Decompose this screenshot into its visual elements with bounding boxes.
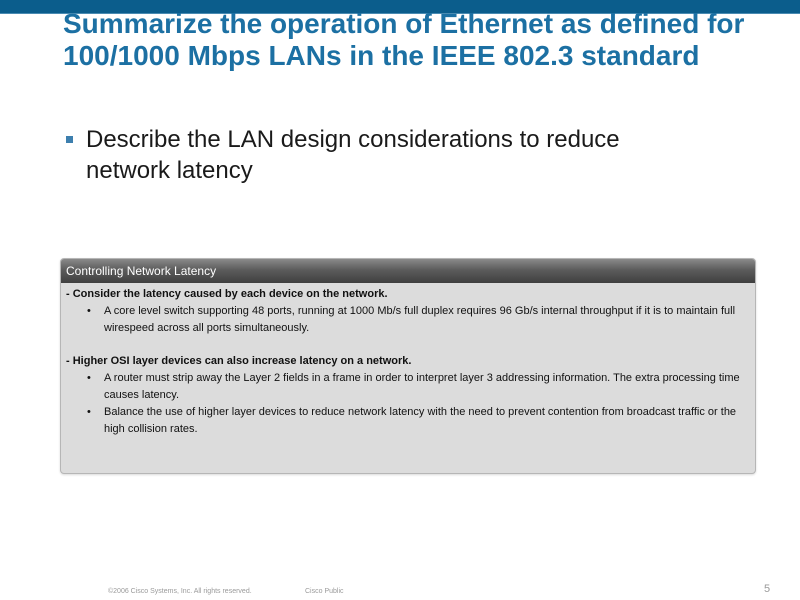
section-heading: - Higher OSI layer devices can also increase latency on a network. [66, 355, 412, 367]
bullet-dot-icon: • [87, 406, 91, 418]
main-bullet-text: Describe the LAN design considerations to reduce network latency [86, 126, 620, 184]
bullet-dot-icon: • [87, 305, 91, 317]
section-heading: - Consider the latency caused by each device on the network. [66, 288, 388, 300]
footer-copyright: ©2006 Cisco Systems, Inc. All rights reserved. [108, 588, 252, 595]
list-item [66, 303, 750, 337]
detail-list [66, 370, 750, 438]
list-item-text: A router must strip away the Layer 2 fields in a frame in order to interpret layer 3 addressing information. The extra processing time causes latency. [104, 372, 740, 401]
footer-classification: Cisco Public [305, 588, 344, 595]
list-item-text: Balance the use of higher layer devices to reduce network latency with the need to prevent contention from broadcast traffic or the high collision rates. [104, 406, 737, 435]
latency-panel [60, 258, 756, 474]
list-item [66, 404, 750, 438]
bullet-dot-icon: • [87, 372, 91, 384]
square-bullet-icon [66, 136, 73, 143]
page-number: 5 [764, 583, 771, 595]
section-spacer [66, 337, 750, 353]
panel-header: Controlling Network Latency [61, 259, 755, 283]
list-item [66, 370, 750, 404]
main-bullet [66, 124, 766, 186]
panel-body [66, 286, 750, 438]
list-item-text: A core level switch supporting 48 ports, running at 1000 Mb/s full duplex requires 96 Gb/s internal throughput if it is to maintain full wirespeed across all ports simultaneously. [104, 305, 736, 334]
slide-title: Summarize the operation of Ethernet as defined for 100/1000 Mbps LANs in the IEEE 802.3 standard [63, 8, 745, 71]
detail-list [66, 303, 750, 337]
